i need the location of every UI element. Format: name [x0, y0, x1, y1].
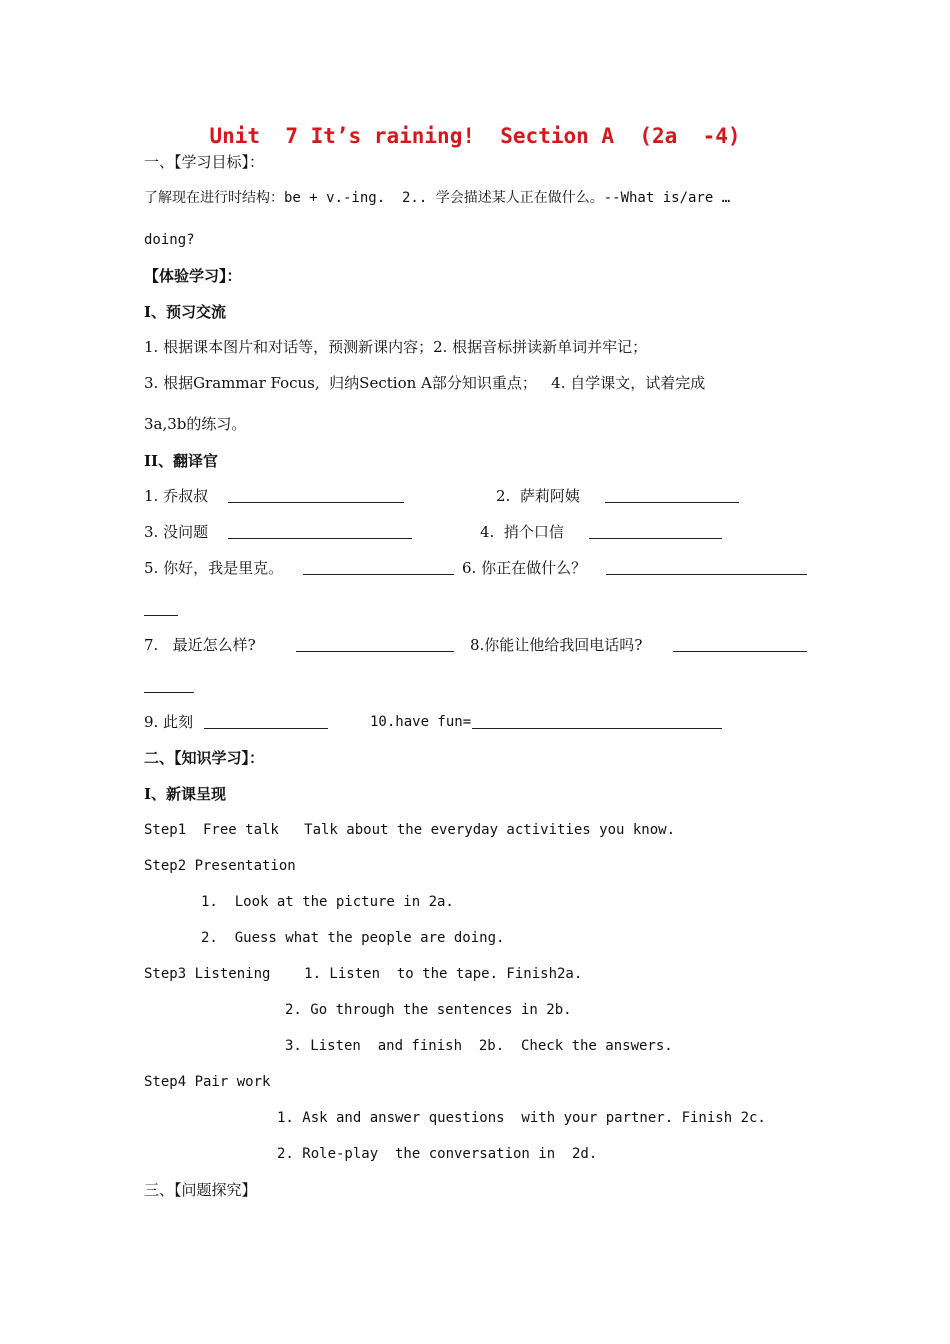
answer-blank-4[interactable]: [589, 538, 722, 539]
answer-blank-3[interactable]: [228, 538, 412, 539]
page-title: Unit 7 It’s raining! Section A (2a -4): [209, 124, 741, 148]
knowledge-heading: 二、【知识学习】：: [144, 749, 265, 767]
goal-line-2: doing?: [144, 232, 195, 248]
step2-item-1: 1. Look at the picture in 2a.: [201, 894, 454, 910]
problem-inquiry-heading: 三、【问题探究】: [144, 1181, 257, 1199]
translate-item-6: 6. 你正在做什么？: [462, 559, 587, 577]
answer-blank-5[interactable]: [303, 574, 454, 575]
translate-item-9: 9. 此刻: [144, 713, 194, 731]
step3-item-2: 2. Go through the sentences in 2b.: [285, 1002, 572, 1018]
preview-heading: I、预习交流: [144, 303, 227, 321]
answer-blank-6-continued[interactable]: [144, 615, 178, 616]
new-lesson-heading: I、新课呈现: [144, 785, 227, 803]
answer-blank-10[interactable]: [472, 728, 722, 729]
learning-goals-heading: 一、【学习目标】：: [144, 153, 265, 171]
step1-line: Step1 Free talk Talk about the everyday activities you know.: [144, 822, 676, 838]
answer-blank-9[interactable]: [204, 728, 328, 729]
step2-line: Step2 Presentation: [144, 858, 296, 874]
preview-line-1: 1. 根据课本图片和对话等，预测新课内容；2. 根据音标拼读新单词并牢记；: [144, 338, 648, 356]
translate-item-3: 3. 没问题: [144, 523, 209, 541]
step2-item-2: 2. Guess what the people are doing.: [201, 930, 505, 946]
answer-blank-8-continued[interactable]: [144, 692, 194, 693]
translate-item-7: 7. 最近怎么样?: [144, 636, 256, 654]
answer-blank-6[interactable]: [606, 574, 807, 575]
step3-item-3: 3. Listen and finish 2b. Check the answers.: [285, 1038, 673, 1054]
step4-item-2: 2. Role-play the conversation in 2d.: [277, 1146, 598, 1162]
experience-heading: 【体验学习】：: [144, 267, 242, 285]
answer-blank-1[interactable]: [228, 502, 404, 503]
step3-line: Step3 Listening 1. Listen to the tape. Finish2a.: [144, 966, 583, 982]
translate-heading: II、翻译官: [144, 452, 219, 470]
preview-line-3: 3a,3b的练习。: [144, 415, 247, 433]
answer-blank-8[interactable]: [673, 651, 807, 652]
answer-blank-2[interactable]: [605, 502, 739, 503]
translate-item-5: 5. 你好，我是里克。: [144, 559, 284, 577]
translate-item-1: 1. 乔叔叔: [144, 487, 209, 505]
translate-item-2: 2. 萨莉阿姨: [496, 487, 580, 505]
translate-item-8: 8.你能让他给我回电话吗?: [470, 636, 643, 654]
answer-blank-7[interactable]: [296, 651, 454, 652]
preview-line-2: 3. 根据Grammar Focus, 归纳Section A部分知识重点； 4. 自学课文，试着完成: [144, 374, 706, 392]
step4-item-1: 1. Ask and answer questions with your partner. Finish 2c.: [277, 1110, 766, 1126]
translate-item-4: 4. 捎个口信: [480, 523, 564, 541]
step4-line: Step4 Pair work: [144, 1074, 271, 1090]
translate-item-10: 10.have fun=: [370, 714, 472, 730]
goal-line-1: 了解现在进行时结构：be + v.-ing. 2.. 学会描述某人正在做什么。--What is/are …: [144, 190, 731, 206]
